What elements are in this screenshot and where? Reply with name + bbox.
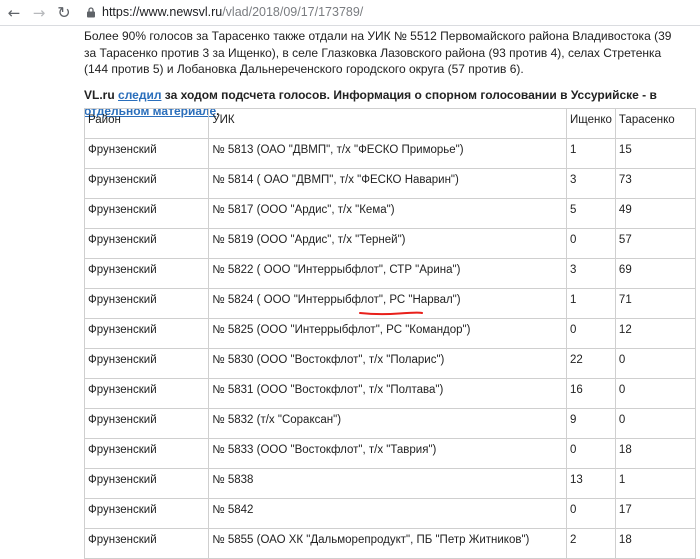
cell-ishchenko: 16 xyxy=(567,379,616,409)
cell-ishchenko: 3 xyxy=(567,169,616,199)
vl-brand: VL.ru xyxy=(84,87,115,102)
cell-tarasenko: 0 xyxy=(615,379,695,409)
cell-tarasenko: 0 xyxy=(615,409,695,439)
cell-ishchenko: 1 xyxy=(567,139,616,169)
cell-tarasenko: 57 xyxy=(615,229,695,259)
table-row xyxy=(85,319,696,349)
vl-info-line: VL.ru следил за ходом подсчета голосов. Информация о спорном голосовании в Уссурийске - в отдельном материале. xyxy=(84,87,657,118)
cell-tarasenko: 73 xyxy=(615,169,695,199)
cell-district: Фрунзенский xyxy=(85,319,209,349)
cell-district: Фрунзенский xyxy=(85,529,209,559)
cell-tarasenko: 71 xyxy=(615,289,695,319)
cell-uik: № 5842 xyxy=(209,499,567,529)
cell-district: Фрунзенский xyxy=(85,169,209,199)
cell-tarasenko: 18 xyxy=(615,529,695,559)
column-header-tarasenko: Тарасенко xyxy=(615,109,695,139)
column-header-district: Район xyxy=(85,109,209,139)
cell-uik: № 5831 (ООО "Востокфлот", т/х "Полтава") xyxy=(209,379,567,409)
cell-uik: № 5825 (ООО "Интеррыбфлот", РС "Командор") xyxy=(209,319,567,349)
cell-district: Фрунзенский xyxy=(85,409,209,439)
cell-district: Фрунзенский xyxy=(85,199,209,229)
cell-tarasenko: 49 xyxy=(615,199,695,229)
table-row xyxy=(85,199,696,229)
cell-uik: № 5822 ( ООО "Интеррыбфлот", СТР "Арина") xyxy=(209,259,567,289)
cell-tarasenko: 18 xyxy=(615,439,695,469)
table-header-row xyxy=(85,109,696,139)
lock-icon xyxy=(86,7,96,18)
cell-ishchenko: 9 xyxy=(567,409,616,439)
results-table xyxy=(84,108,696,559)
column-header-ishchenko: Ищенко xyxy=(567,109,616,139)
cell-district: Фрунзенский xyxy=(85,499,209,529)
table-row xyxy=(85,229,696,259)
cell-uik: № 5819 (ООО "Ардис", т/х "Терней") xyxy=(209,229,567,259)
vl-info-text: за ходом подсчета голосов. Информация о спорном голосовании в Уссурийске - в xyxy=(161,87,657,102)
cell-district: Фрунзенский xyxy=(85,289,209,319)
reload-icon[interactable]: ↻ xyxy=(57,3,71,22)
url-host: https://www.newsvl.ru xyxy=(102,5,223,19)
cell-ishchenko: 22 xyxy=(567,349,616,379)
back-arrow-icon[interactable]: ← xyxy=(7,3,21,22)
cell-district: Фрунзенский xyxy=(85,349,209,379)
article-content xyxy=(84,26,694,119)
cell-uik: № 5833 (ООО "Востокфлот", т/х "Таврия") xyxy=(209,439,567,469)
cell-ishchenko: 0 xyxy=(567,439,616,469)
cell-ishchenko: 5 xyxy=(567,199,616,229)
cell-uik: № 5813 (ОАО "ДВМП", т/х "ФЕСКО Приморье") xyxy=(209,139,567,169)
cell-district: Фрунзенский xyxy=(85,259,209,289)
cell-uik: № 5824 ( ООО "Интеррыбфлот", РС "Нарвал") xyxy=(209,289,567,319)
cell-ishchenko: 13 xyxy=(567,469,616,499)
cell-tarasenko: 69 xyxy=(615,259,695,289)
table-row xyxy=(85,409,696,439)
table-row xyxy=(85,349,696,379)
table-row xyxy=(85,169,696,199)
cell-ishchenko: 1 xyxy=(567,289,616,319)
browser-toolbar xyxy=(0,0,700,26)
cell-tarasenko: 0 xyxy=(615,349,695,379)
cell-tarasenko: 1 xyxy=(615,469,695,499)
cell-uik: № 5838 xyxy=(209,469,567,499)
table-row xyxy=(85,379,696,409)
cell-district: Фрунзенский xyxy=(85,139,209,169)
cell-uik: № 5817 (ООО "Ардис", т/х "Кема") xyxy=(209,199,567,229)
cell-district: Фрунзенский xyxy=(85,229,209,259)
cell-uik: № 5830 (ООО "Востокфлот", т/х "Поларис") xyxy=(209,349,567,379)
article-paragraph: Более 90% голосов за Тарасенко также отдали на УИК № 5512 Первомайского района Владивостока (39 за Тарасенко против 3 за Ищенко), в селе Глазковка Лазовского района (93 против 4), селах Стретенка (144 против 5) и Лобановка Дальнереченского городского округа (57 против 6). xyxy=(84,29,672,76)
cell-district: Фрунзенский xyxy=(85,439,209,469)
red-underline-annotation xyxy=(359,310,423,316)
table-row xyxy=(85,439,696,469)
url-path: /vlad/2018/09/17/173789/ xyxy=(222,5,364,19)
cell-ishchenko: 2 xyxy=(567,529,616,559)
cell-ishchenko: 3 xyxy=(567,259,616,289)
cell-ishchenko: 0 xyxy=(567,229,616,259)
table-row xyxy=(85,259,696,289)
cell-uik: № 5855 (ОАО ХК "Дальморепродукт", ПБ "Петр Житников") xyxy=(209,529,567,559)
cell-uik: № 5814 ( ОАО "ДВМП", т/х "ФЕСКО Наварин") xyxy=(209,169,567,199)
column-header-uik: УИК xyxy=(209,109,567,139)
cell-uik: № 5832 (т/х "Сораксан") xyxy=(209,409,567,439)
table-row xyxy=(85,469,696,499)
cell-district: Фрунзенский xyxy=(85,469,209,499)
cell-tarasenko: 12 xyxy=(615,319,695,349)
cell-district: Фрунзенский xyxy=(85,379,209,409)
address-bar[interactable] xyxy=(102,5,363,19)
table-row xyxy=(85,139,696,169)
link-separate-article[interactable]: отдельном материале xyxy=(84,103,217,118)
cell-tarasenko: 15 xyxy=(615,139,695,169)
table-row xyxy=(85,529,696,559)
forward-arrow-icon[interactable]: → xyxy=(32,3,46,22)
cell-ishchenko: 0 xyxy=(567,499,616,529)
table-row xyxy=(85,499,696,529)
cell-ishchenko: 0 xyxy=(567,319,616,349)
cell-tarasenko: 17 xyxy=(615,499,695,529)
link-watched[interactable]: следил xyxy=(118,87,162,102)
